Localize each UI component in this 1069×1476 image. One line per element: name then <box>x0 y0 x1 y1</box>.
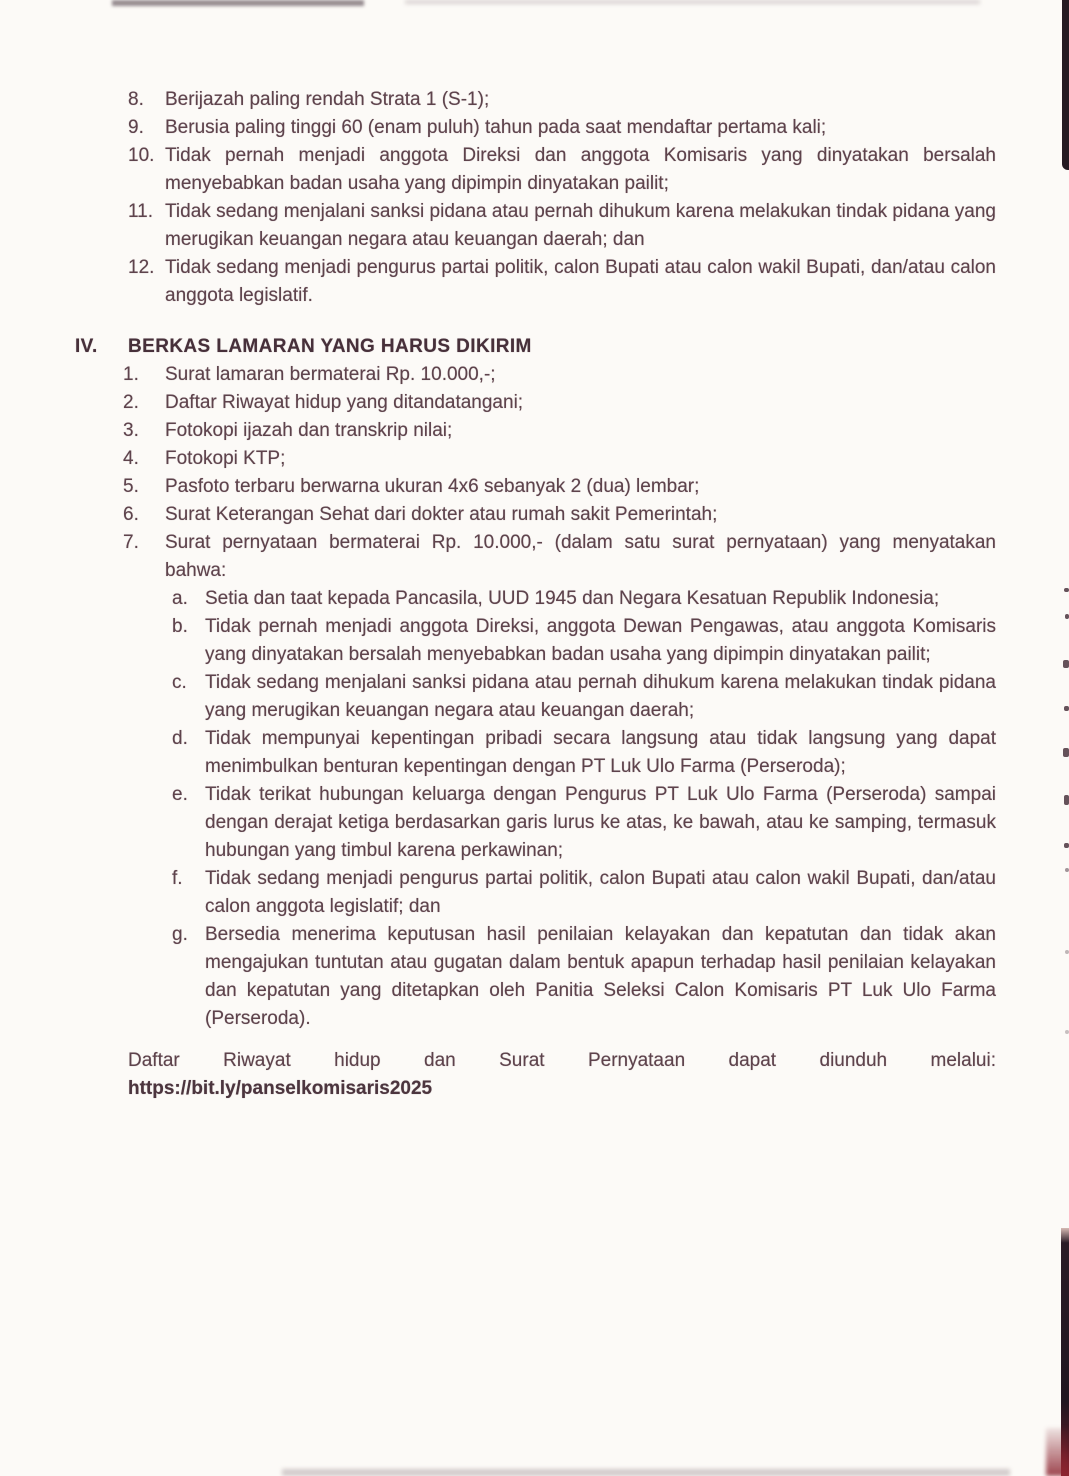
list-item-text: Tidak mempunyai kepentingan pribadi secara langsung atau tidak langsung yang dapat menimbulkan benturan kepentingan dengan PT Luk Ulo Farma (Perseroda); <box>205 728 996 777</box>
list-item <box>123 361 996 389</box>
scan-edge-mark <box>1065 614 1069 619</box>
scan-edge-mark <box>1064 843 1069 848</box>
list-item-text: Tidak sedang menjalani sanksi pidana atau pernah dihukum karena melakukan tindak pidana yang merugikan keuangan negara atau keuangan daerah; <box>205 672 996 721</box>
list-item-letter: c. <box>172 672 187 693</box>
list-item-number: 11. <box>128 201 154 222</box>
list-item <box>172 781 996 865</box>
list-item <box>123 501 996 529</box>
list-item <box>172 921 996 1033</box>
list-item-number: 5. <box>123 476 139 497</box>
list-item-text: Tidak pernah menjadi anggota Direksi dan anggota Komisaris yang dinyatakan bersalah menyebabkan badan usaha yang dipimpin dinyatakan pailit; <box>165 145 996 194</box>
section-heading <box>75 333 996 361</box>
list-item-letter: d. <box>172 728 188 749</box>
list-item-number: 4. <box>123 448 139 469</box>
list-item-text: Fotokopi KTP; <box>165 448 286 469</box>
list-item-text: Tidak sedang menjalani sanksi pidana atau pernah dihukum karena melakukan tindak pidana yang merugikan keuangan negara atau keuangan daerah; dan <box>165 201 996 250</box>
list-item-text: Tidak pernah menjadi anggota Direksi, anggota Dewan Pengawas, atau anggota Komisaris yang dinyatakan bersalah menyebabkan badan usaha yang dipimpin dinyatakan pailit; <box>205 616 996 665</box>
list-item-text: Bersedia menerima keputusan hasil penilaian kelayakan dan kepatutan dan tidak akan mengajukan tuntutan atau gugatan dalam bentuk apapun terhadap hasil penilaian kelayakan dan kepatutan yang ditetapkan oleh Panitia Seleksi Calon Komisaris PT Luk Ulo Farma (Perseroda). <box>205 924 996 1029</box>
list-item <box>123 389 996 417</box>
list-item-text: Pasfoto terbaru berwarna ukuran 4x6 sebanyak 2 (dua) lembar; <box>165 476 700 497</box>
list-item <box>172 585 996 613</box>
list-item-letter: a. <box>172 588 188 609</box>
download-note-text: Daftar Riwayat hidup dan Surat Pernyataan dapat diunduh melalui: <box>128 1050 996 1071</box>
list-item <box>123 445 996 473</box>
list-item-letter: b. <box>172 616 188 637</box>
scan-edge-mark <box>1063 748 1069 757</box>
scan-edge-mark <box>1065 868 1069 872</box>
list-item <box>128 198 996 254</box>
list-item-text: Surat pernyataan bermaterai Rp. 10.000,- (dalam satu surat pernyataan) yang menyatakan bahwa: <box>165 532 996 581</box>
list-item <box>128 114 996 142</box>
list-item <box>172 613 996 669</box>
scan-edge-mark <box>1065 1030 1069 1034</box>
list-item-number: 12. <box>128 257 155 278</box>
list-item <box>172 725 996 781</box>
page-edge-red-glow <box>1046 1428 1069 1476</box>
list-item-number: 10. <box>128 145 155 166</box>
list-item <box>123 529 996 585</box>
section-numeral: IV. <box>75 336 98 357</box>
list-item-text: Berusia paling tinggi 60 (enam puluh) tahun pada saat mendaftar pertama kali; <box>165 117 827 138</box>
list-item <box>172 669 996 725</box>
list-item <box>128 86 996 114</box>
list-item-text: Surat Keterangan Sehat dari dokter atau rumah sakit Pemerintah; <box>165 504 718 525</box>
list-item-text: Surat lamaran bermaterai Rp. 10.000,-; <box>165 364 496 385</box>
scan-smudge-top-left <box>112 0 364 6</box>
scan-smudge-bottom <box>282 1469 1010 1476</box>
list-item-text: Berijazah paling rendah Strata 1 (S-1); <box>165 89 490 110</box>
download-note <box>128 1047 996 1103</box>
list-item-text: Setia dan taat kepada Pancasila, UUD 1945 dan Negara Kesatuan Republik Indonesia; <box>205 588 940 609</box>
document-body <box>75 86 996 1103</box>
list-item <box>123 473 996 501</box>
list-item-letter: f. <box>172 868 183 889</box>
list-item <box>128 254 996 310</box>
page-edge-bar-top-right <box>1062 0 1069 170</box>
statement-points-list <box>172 585 996 1033</box>
list-item-number: 3. <box>123 420 139 441</box>
list-item-text: Tidak sedang menjadi pengurus partai politik, calon Bupati atau calon wakil Bupati, dan/atau calon anggota legislatif; dan <box>205 868 996 917</box>
scan-edge-mark <box>1063 660 1069 668</box>
list-item-letter: e. <box>172 784 188 805</box>
list-item <box>123 417 996 445</box>
documents-list <box>123 361 996 585</box>
list-item-letter: g. <box>172 924 188 945</box>
list-item <box>172 865 996 921</box>
list-item-text: Tidak sedang menjadi pengurus partai politik, calon Bupati atau calon wakil Bupati, dan/atau calon anggota legislatif. <box>165 257 996 306</box>
list-item-text: Daftar Riwayat hidup yang ditandatangani; <box>165 392 524 413</box>
list-item <box>128 142 996 198</box>
list-item-number: 1. <box>123 364 139 385</box>
list-item-text: Fotokopi ijazah dan transkrip nilai; <box>165 420 453 441</box>
download-url: https://bit.ly/panselkomisaris2025 <box>128 1078 433 1099</box>
scan-edge-mark <box>1065 950 1069 954</box>
list-item-text: Tidak terikat hubungan keluarga dengan Pengurus PT Luk Ulo Farma (Perseroda) sampai dengan derajat ketiga berdasarkan garis lurus ke atas, ke bawah, atau ke samping, termasuk hubungan yang timbul karena perkawinan; <box>205 784 996 861</box>
list-item-number: 9. <box>128 117 144 138</box>
scan-smudge-top <box>405 0 980 4</box>
scan-edge-mark <box>1064 795 1069 805</box>
section-title: BERKAS LAMARAN YANG HARUS DIKIRIM <box>128 336 532 357</box>
list-item-number: 6. <box>123 504 139 525</box>
scan-edge-mark <box>1064 588 1069 592</box>
scan-edge-mark <box>1064 706 1069 711</box>
page-edge-bar-bottom-right <box>1061 1228 1069 1476</box>
list-item-number: 7. <box>123 532 139 553</box>
list-item-number: 2. <box>123 392 139 413</box>
requirements-list <box>128 86 996 310</box>
list-item-number: 8. <box>128 89 144 110</box>
